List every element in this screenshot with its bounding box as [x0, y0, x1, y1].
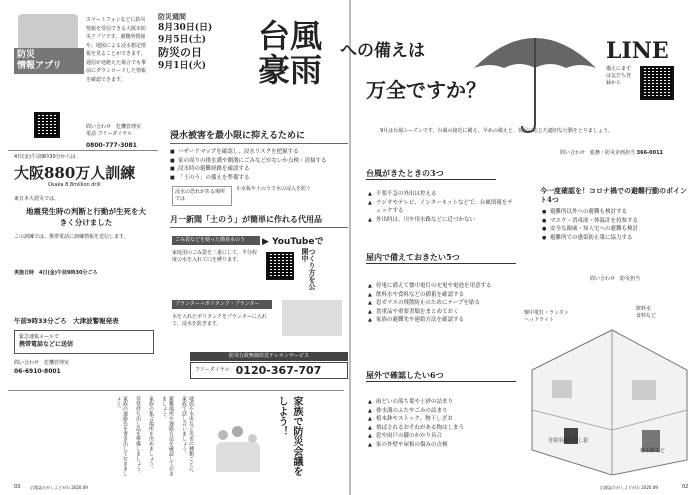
section-1-list	[368, 190, 518, 224]
section-2-item: ▲ 飲料水や食料などの備蓄を確認する	[368, 291, 528, 300]
drill-inquiry: 問い合わせ 危機管理室	[14, 360, 70, 366]
free-dial-box	[190, 362, 348, 379]
drill-title: 大阪880万人訓練	[14, 164, 136, 182]
app-promo	[14, 14, 84, 92]
flood-side-note-2: 止水板や土のうで水の浸入を防ぐ	[236, 186, 312, 192]
drill-body-intro: 東日本大震災では、	[14, 196, 60, 202]
covid-item: ● マスク・消毒液・体温計を持参する	[542, 217, 688, 226]
app-qr-code	[34, 112, 60, 138]
page-number: 03	[14, 484, 21, 490]
bousai-date-end: 9月5日(土)	[158, 35, 207, 45]
bottom-columns	[14, 396, 194, 480]
bottom-column: 地震や水害など災害の種類ごとに、家族で話し合いましょう。	[181, 396, 194, 476]
planter-title: プランター＋ポリタンク・プランター	[172, 300, 272, 309]
youtube-label: YouTubeで	[272, 237, 324, 247]
section-3-item: ▲ 植木鉢やストック、物干しざお	[368, 415, 518, 424]
flood-heading: 浸水被害を最小限に抑えるために	[170, 128, 348, 144]
divider	[8, 390, 344, 391]
bottom-column: 非常持ち出し品を準備しましょう。	[135, 396, 141, 476]
family-heading: 家族で防災会議をしよう！	[276, 396, 302, 476]
intro-phone: 366-0011	[636, 150, 664, 156]
youtube-text: つくり方を公開中	[301, 248, 317, 290]
divider	[8, 150, 158, 151]
free-dial-number[interactable]: 0120-367-707	[235, 364, 322, 377]
note-bag: 非常用持ち出し袋	[548, 438, 589, 444]
section-2-title: 屋内で備えておきたい5つ	[366, 252, 516, 264]
drill-date: 4日(金)午前9時30分からは	[14, 154, 76, 160]
bousai-week-box	[158, 12, 220, 102]
covid-item: ● 避難所以外への避難も検討する	[542, 208, 688, 217]
note-pots: 植木鉢など	[640, 448, 666, 454]
note-water: 飲料水 食料など	[636, 306, 657, 319]
intro-inquiry-label: 問い合わせ 総務・防災企画担当	[560, 150, 636, 156]
note-flashlight: 懐中電灯・ランタン ヘッドライト	[524, 310, 569, 323]
drill-phone: 06-6910-8001	[14, 368, 61, 375]
drill-body-text: この訓練では、携帯電話に訓練情報を送信します。	[14, 234, 129, 240]
section-1-title: 台風がきたときの3つ	[366, 168, 496, 180]
tsuchinou-text: 家庭用のごみ袋を二重にして、半分程度の水を入れて口を縛ります。	[172, 250, 257, 263]
flood-item: ■ 家の周りの排水溝や側溝にごみなどがないか点検・清掃する	[170, 157, 346, 166]
bousai-day-label: 防災の日	[158, 46, 202, 59]
intro-text: 9月は台風シーズンです。台風の接近に備え、早めの備えと、状況に応じた適切な行動をとりましょう。	[380, 128, 613, 134]
covid-inquiry: 問い合わせ 防災担当	[590, 276, 641, 282]
drill-warning-time: 午前9時33分ごろ 大津波警報発表	[14, 317, 119, 325]
section-1-item: ▲ 外出時は、川や用水路などに近づかない	[368, 216, 518, 225]
youtube-qr-code	[266, 252, 294, 280]
app-phone: 0800-777-3081	[86, 142, 137, 149]
planter-illustration	[282, 300, 342, 336]
headline-prep: への備えは	[340, 41, 425, 61]
headline-question: 万全ですか？	[366, 78, 486, 102]
tsuchinou-subtitle: ごみ袋などを使った簡易水のう	[172, 236, 260, 245]
section-2-list	[368, 282, 528, 325]
tsuchinou-heading: 月一新聞「土のう」が簡単に作れる代用品	[170, 214, 348, 228]
bousai-date-start: 8月30日(日)	[158, 23, 213, 33]
bousai-day-date: 9月1日(火)	[158, 61, 207, 71]
bottom-column: 家族の連絡先を書き出しておきましょう。	[115, 396, 128, 476]
app-description: スマートフォンなどに防災情報を受信できる大阪市防災アプリです。避難所情報や、地図による浸水想定情報を見ることができます。通信が途絶えた場合でも事前にダウンロードした情報を確認できます。	[86, 17, 147, 83]
free-dial-label: フリーダイヤル	[195, 367, 230, 373]
drill-schedule: 実施日時 4日(金)午前9時30分ごろ	[14, 270, 98, 276]
drill-alert-label: 緊急速報メールで	[19, 334, 59, 340]
family-illustration	[214, 420, 270, 476]
covid-title: 今一度確認を！コロナ禍での避難行動のポイント4つ	[540, 186, 687, 204]
drill-subtitle: Osaka 8.8million drill	[48, 182, 101, 188]
section-2-item: ▲ 家族の避難先や連絡方法を確認する	[368, 316, 528, 325]
section-3-item: ▲ 飛ばされるおそれがある物はしまう	[368, 424, 518, 433]
section-3-item: ▲ 雨どいの落ち葉や土砂の詰まり	[368, 398, 518, 407]
covid-item: ● 避難所での感染防止策に協力する	[542, 234, 688, 243]
section-2-item: ▲ 貴重品や重要書類をまとめておく	[368, 308, 528, 317]
youtube-logo[interactable]: ▶ YouTubeで	[262, 237, 324, 247]
app-inquiry: 問い合わせ 危機管理室 電話 フリーダイヤル	[86, 124, 147, 137]
flood-item: ■ 「土のう」の備えを準備する	[170, 174, 346, 183]
app-badge: 防災 情報アプリ	[14, 48, 84, 74]
covid-list	[542, 208, 688, 242]
bottom-column: 家族の集合場所を決めましょう。	[148, 396, 154, 471]
bottom-column: 避難場所や連絡方法を確認しておきましょう。	[161, 396, 174, 476]
covid-item: ● 安全な親戚・知人宅への避難も検討	[542, 225, 688, 234]
drill-alert-box	[14, 330, 154, 354]
flood-list	[170, 148, 346, 182]
line-logo[interactable]: LINE	[606, 38, 669, 64]
section-1-item: ▲ ラジオやテレビ、インターネットなどで、台風情報をチェックする	[368, 199, 518, 216]
headline-typhoon: 台風	[258, 17, 323, 55]
page-number: 02	[682, 484, 689, 490]
drill-alert-text: 携帯電話などに送信	[19, 341, 74, 348]
page-footer: 広報誌ひがしよどがわ 2020.09	[600, 485, 658, 490]
section-2-item: ▲ 窓ガラスの飛散防止のためにテープを貼る	[368, 299, 528, 308]
line-text: 備えにまずは友だち登録から	[606, 66, 632, 86]
bousai-week-label: 防災週間	[158, 12, 186, 21]
section-3-item: ▲ 家の外壁や屋根の傷みの点検	[368, 441, 518, 450]
section-3-title: 屋外で確認したい6つ	[366, 370, 516, 382]
section-1-item: ▲ 不要不急の外出は控える	[368, 190, 518, 199]
page-footer: 広報誌ひがしよどがわ 2020.09	[30, 485, 88, 490]
youtube-promo	[262, 234, 346, 294]
planter-text: 水を入れたポリタンクをプランターに入れて、浸水を防ぎます。	[172, 314, 267, 327]
section-2-item: ▲ 停電に備えて懐中電灯の充電や電池を用意する	[368, 282, 528, 291]
section-3-list	[368, 398, 518, 450]
flood-item: ■ 浸水時の避難経路を確認する	[170, 165, 346, 174]
drill-body-highlight: 地震発生時の判断と行動が生死を大きく分けました	[26, 207, 146, 227]
intro-inquiry	[560, 150, 680, 157]
umbrella-icon	[470, 28, 600, 140]
headline-rain: 豪雨	[258, 51, 323, 89]
section-3-item: ▲ 排水溝のふたやごみの詰まり	[368, 407, 518, 416]
flood-item: ■ ハザードマップを確認し、浸水リスクを把握する	[170, 148, 346, 157]
plant-footer: 防災行政無線放送テレホンサービス	[190, 352, 348, 361]
phone-illustration	[18, 14, 78, 52]
line-qr-code	[640, 66, 674, 100]
flood-side-note-1: 浸水の恐れがある場所では	[172, 186, 232, 206]
section-3-item: ▲ 窓や雨戸の鍵のかかり具合	[368, 432, 518, 441]
